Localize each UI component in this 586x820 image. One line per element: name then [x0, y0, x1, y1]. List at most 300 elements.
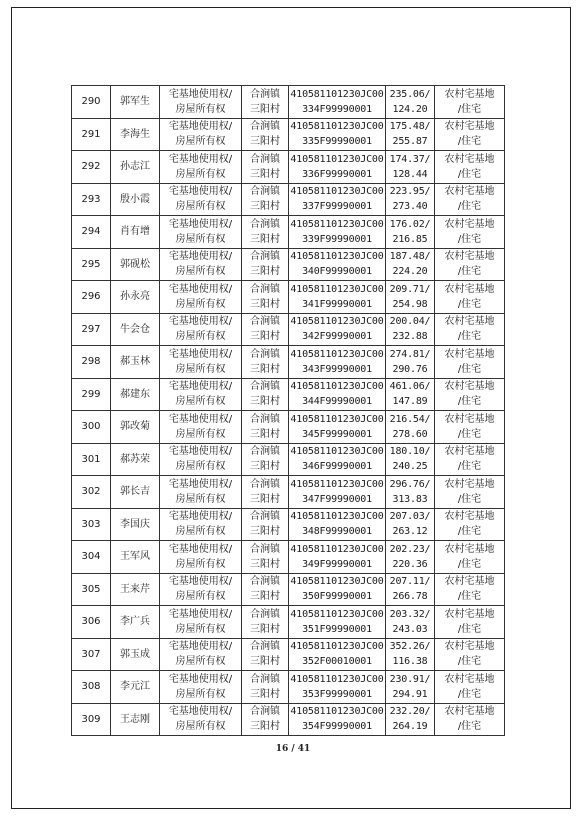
location-cell	[242, 151, 289, 184]
unit-code-text: 410581101230JC00	[290, 121, 384, 133]
unit-code-cell	[289, 411, 386, 444]
location-text: 合涧镇	[250, 316, 280, 328]
record-number-cell	[72, 118, 111, 151]
location-cell	[242, 281, 289, 314]
area-text: 209.71/	[389, 283, 431, 295]
area-text: 235.06/	[389, 88, 431, 100]
right-type-cell	[160, 638, 242, 671]
location-cell	[242, 703, 289, 736]
right-type-cell	[160, 248, 242, 281]
location-text: 合涧镇	[250, 348, 280, 360]
area-text: 254.98	[392, 298, 428, 310]
land-use-text: /住宅	[457, 201, 482, 213]
owner-name-text: 肖有增	[120, 226, 150, 238]
record-number-text: 295	[81, 258, 101, 270]
owner-name-text: 李元江	[120, 681, 150, 693]
unit-code-text: 349F99990001	[302, 558, 372, 570]
land-use-text: 农村宅基地	[444, 121, 495, 133]
right-type-text: 宅基地使用权/	[168, 673, 233, 685]
land-use-text: /住宅	[457, 526, 482, 538]
owner-name-text: 李广兵	[120, 616, 150, 628]
location-text: 三阳村	[250, 428, 280, 440]
land-use-text: 农村宅基地	[444, 446, 495, 458]
unit-code-text: 342F99990001	[302, 331, 372, 343]
land-use-cell	[435, 378, 505, 411]
area-text: 230.91/	[389, 673, 431, 685]
unit-code-text: 410581101230JC00	[290, 251, 384, 263]
land-use-text: 农村宅基地	[444, 673, 495, 685]
table-row	[72, 313, 505, 346]
right-type-text: 宅基地使用权/	[168, 348, 233, 360]
land-use-text: 农村宅基地	[444, 511, 495, 523]
unit-code-text: 336F99990001	[302, 168, 372, 180]
owner-name-cell	[111, 378, 160, 411]
location-text: 合涧镇	[250, 381, 280, 393]
land-use-text: /住宅	[457, 168, 482, 180]
area-cell	[386, 703, 435, 736]
owner-name-text: 牛会仓	[120, 323, 150, 335]
right-type-text: 房屋所有权	[175, 428, 226, 440]
right-type-text: 房屋所有权	[175, 168, 226, 180]
record-number-text: 296	[81, 291, 101, 303]
area-cell	[386, 606, 435, 639]
unit-code-cell	[289, 86, 386, 119]
right-type-text: 宅基地使用权/	[168, 381, 233, 393]
unit-code-text: 410581101230JC00	[290, 153, 384, 165]
owner-name-text: 李国庆	[120, 518, 150, 530]
table-row	[72, 346, 505, 379]
record-number-text: 302	[81, 486, 101, 498]
right-type-cell	[160, 151, 242, 184]
land-use-text: /住宅	[457, 136, 482, 148]
land-use-text: /住宅	[457, 591, 482, 603]
right-type-cell	[160, 411, 242, 444]
owner-name-cell	[111, 248, 160, 281]
unit-code-text: 410581101230JC00	[290, 576, 384, 588]
right-type-cell	[160, 86, 242, 119]
right-type-text: 宅基地使用权/	[168, 706, 233, 718]
location-text: 三阳村	[250, 331, 280, 343]
record-number-cell	[72, 378, 111, 411]
land-use-text: /住宅	[457, 558, 482, 570]
area-text: 243.03	[392, 623, 428, 635]
record-number-cell	[72, 346, 111, 379]
area-cell	[386, 638, 435, 671]
unit-code-cell	[289, 508, 386, 541]
area-cell	[386, 86, 435, 119]
owner-name-text: 郭长吉	[120, 486, 150, 498]
unit-code-text: 340F99990001	[302, 266, 372, 278]
land-use-text: /住宅	[457, 331, 482, 343]
area-text: 207.03/	[389, 511, 431, 523]
owner-name-text: 郝苏荣	[120, 453, 150, 465]
area-cell	[386, 216, 435, 249]
area-text: 176.02/	[389, 218, 431, 230]
owner-name-text: 孙永亮	[120, 291, 150, 303]
unit-code-text: 410581101230JC00	[290, 348, 384, 360]
right-type-text: 宅基地使用权/	[168, 283, 233, 295]
location-cell	[242, 118, 289, 151]
area-cell	[386, 541, 435, 574]
owner-name-text: 王来芹	[120, 583, 150, 595]
record-number-cell	[72, 183, 111, 216]
record-number-cell	[72, 443, 111, 476]
area-cell	[386, 183, 435, 216]
owner-name-cell	[111, 443, 160, 476]
right-type-cell	[160, 508, 242, 541]
owner-name-cell	[111, 508, 160, 541]
location-text: 三阳村	[250, 298, 280, 310]
unit-code-text: 352F00010001	[302, 656, 372, 668]
location-text: 合涧镇	[250, 641, 280, 653]
record-number-cell	[72, 151, 111, 184]
area-text: 216.85	[392, 233, 428, 245]
owner-name-text: 郭砚松	[120, 258, 150, 270]
location-text: 合涧镇	[250, 186, 280, 198]
owner-name-text: 郭玉成	[120, 648, 150, 660]
right-type-cell	[160, 671, 242, 704]
right-type-text: 房屋所有权	[175, 493, 226, 505]
record-number-cell	[72, 281, 111, 314]
right-type-text: 宅基地使用权/	[168, 218, 233, 230]
location-text: 三阳村	[250, 461, 280, 473]
record-number-text: 305	[81, 583, 101, 595]
location-text: 合涧镇	[250, 88, 280, 100]
record-number-cell	[72, 248, 111, 281]
area-cell	[386, 573, 435, 606]
location-text: 合涧镇	[250, 251, 280, 263]
record-number-text: 304	[81, 551, 101, 563]
area-cell	[386, 281, 435, 314]
table-row	[72, 281, 505, 314]
land-use-text: /住宅	[457, 396, 482, 408]
unit-code-text: 410581101230JC00	[290, 381, 384, 393]
unit-code-text: 410581101230JC00	[290, 608, 384, 620]
location-cell	[242, 476, 289, 509]
unit-code-text: 341F99990001	[302, 298, 372, 310]
record-number-cell	[72, 606, 111, 639]
land-use-text: 农村宅基地	[444, 641, 495, 653]
record-number-text: 291	[81, 128, 101, 140]
right-type-text: 房屋所有权	[175, 136, 226, 148]
land-use-text: 农村宅基地	[444, 316, 495, 328]
table-row	[72, 86, 505, 119]
land-use-text: 农村宅基地	[444, 543, 495, 555]
location-text: 三阳村	[250, 493, 280, 505]
right-type-text: 房屋所有权	[175, 298, 226, 310]
unit-code-text: 334F99990001	[302, 103, 372, 115]
record-number-cell	[72, 541, 111, 574]
area-text: 220.36	[392, 558, 428, 570]
location-text: 三阳村	[250, 266, 280, 278]
area-cell	[386, 411, 435, 444]
table-row	[72, 573, 505, 606]
unit-code-cell	[289, 573, 386, 606]
right-type-text: 宅基地使用权/	[168, 543, 233, 555]
area-cell	[386, 378, 435, 411]
owner-name-cell	[111, 671, 160, 704]
table-row	[72, 378, 505, 411]
owner-name-text: 殷小霞	[120, 193, 150, 205]
right-type-cell	[160, 346, 242, 379]
land-use-text: /住宅	[457, 103, 482, 115]
right-type-cell	[160, 313, 242, 346]
land-use-text: /住宅	[457, 298, 482, 310]
land-use-text: /住宅	[457, 493, 482, 505]
table-row	[72, 671, 505, 704]
location-cell	[242, 378, 289, 411]
location-text: 三阳村	[250, 136, 280, 148]
area-text: 124.20	[392, 103, 428, 115]
area-text: 352.26/	[389, 641, 431, 653]
owner-name-text: 王志刚	[120, 713, 150, 725]
right-type-text: 宅基地使用权/	[168, 511, 233, 523]
record-number-cell	[72, 573, 111, 606]
land-use-cell	[435, 443, 505, 476]
owner-name-cell	[111, 86, 160, 119]
right-type-text: 房屋所有权	[175, 688, 226, 700]
area-text: 240.25	[392, 461, 428, 473]
area-cell	[386, 508, 435, 541]
location-text: 合涧镇	[250, 121, 280, 133]
page-number: 16 / 41	[275, 744, 311, 754]
table-row	[72, 411, 505, 444]
unit-code-text: 410581101230JC00	[290, 413, 384, 425]
table-row	[72, 541, 505, 574]
right-type-text: 房屋所有权	[175, 201, 226, 213]
area-cell	[386, 443, 435, 476]
area-text: 187.48/	[389, 251, 431, 263]
land-use-text: /住宅	[457, 656, 482, 668]
unit-code-text: 337F99990001	[302, 201, 372, 213]
location-cell	[242, 313, 289, 346]
owner-name-cell	[111, 573, 160, 606]
unit-code-text: 410581101230JC00	[290, 446, 384, 458]
location-text: 三阳村	[250, 721, 280, 733]
table-row	[72, 443, 505, 476]
unit-code-cell	[289, 151, 386, 184]
land-use-cell	[435, 86, 505, 119]
area-text: 294.91	[392, 688, 428, 700]
land-use-text: 农村宅基地	[444, 348, 495, 360]
land-use-cell	[435, 476, 505, 509]
location-text: 合涧镇	[250, 153, 280, 165]
area-text: 232.88	[392, 331, 428, 343]
record-number-text: 308	[81, 681, 101, 693]
table-row	[72, 508, 505, 541]
location-text: 三阳村	[250, 168, 280, 180]
area-text: 175.48/	[389, 121, 431, 133]
land-use-text: /住宅	[457, 623, 482, 635]
right-type-text: 宅基地使用权/	[168, 413, 233, 425]
right-type-cell	[160, 281, 242, 314]
land-use-cell	[435, 118, 505, 151]
owner-name-cell	[111, 151, 160, 184]
area-text: 207.11/	[389, 576, 431, 588]
unit-code-cell	[289, 443, 386, 476]
record-number-cell	[72, 638, 111, 671]
location-cell	[242, 443, 289, 476]
right-type-text: 房屋所有权	[175, 721, 226, 733]
land-use-cell	[435, 248, 505, 281]
owner-name-cell	[111, 606, 160, 639]
land-use-cell	[435, 606, 505, 639]
location-text: 三阳村	[250, 591, 280, 603]
location-cell	[242, 671, 289, 704]
record-number-text: 290	[81, 96, 101, 108]
unit-code-cell	[289, 671, 386, 704]
location-text: 合涧镇	[250, 218, 280, 230]
right-type-cell	[160, 573, 242, 606]
unit-code-text: 410581101230JC00	[290, 186, 384, 198]
right-type-text: 宅基地使用权/	[168, 641, 233, 653]
unit-code-cell	[289, 281, 386, 314]
right-type-text: 宅基地使用权/	[168, 478, 233, 490]
land-use-text: 农村宅基地	[444, 283, 495, 295]
land-use-text: /住宅	[457, 266, 482, 278]
table-row	[72, 118, 505, 151]
area-text: 174.37/	[389, 153, 431, 165]
owner-name-text: 郭改菊	[120, 421, 150, 433]
unit-code-cell	[289, 248, 386, 281]
land-use-text: 农村宅基地	[444, 88, 495, 100]
right-type-cell	[160, 476, 242, 509]
unit-code-text: 410581101230JC00	[290, 511, 384, 523]
table-row	[72, 216, 505, 249]
land-use-text: 农村宅基地	[444, 381, 495, 393]
record-number-cell	[72, 216, 111, 249]
right-type-cell	[160, 378, 242, 411]
location-text: 三阳村	[250, 396, 280, 408]
record-number-text: 292	[81, 161, 101, 173]
location-cell	[242, 216, 289, 249]
record-number-cell	[72, 508, 111, 541]
owner-name-cell	[111, 411, 160, 444]
area-text: 263.12	[392, 526, 428, 538]
area-cell	[386, 346, 435, 379]
owner-name-cell	[111, 703, 160, 736]
owner-name-cell	[111, 313, 160, 346]
land-use-text: /住宅	[457, 428, 482, 440]
land-use-cell	[435, 151, 505, 184]
area-text: 255.87	[392, 136, 428, 148]
right-type-cell	[160, 216, 242, 249]
right-type-cell	[160, 703, 242, 736]
record-number-cell	[72, 703, 111, 736]
owner-name-text: 郭军生	[120, 96, 150, 108]
unit-code-text: 410581101230JC00	[290, 478, 384, 490]
table-row	[72, 606, 505, 639]
area-cell	[386, 151, 435, 184]
unit-code-text: 344F99990001	[302, 396, 372, 408]
land-use-cell	[435, 508, 505, 541]
table-row	[72, 183, 505, 216]
right-type-text: 宅基地使用权/	[168, 608, 233, 620]
right-type-text: 宅基地使用权/	[168, 121, 233, 133]
record-number-cell	[72, 411, 111, 444]
record-number-cell	[72, 671, 111, 704]
area-text: 128.44	[392, 168, 428, 180]
area-text: 296.76/	[389, 478, 431, 490]
right-type-text: 房屋所有权	[175, 331, 226, 343]
land-use-text: /住宅	[457, 721, 482, 733]
land-use-cell	[435, 183, 505, 216]
record-number-text: 297	[81, 323, 101, 335]
land-use-cell	[435, 313, 505, 346]
area-text: 224.20	[392, 266, 428, 278]
unit-code-cell	[289, 703, 386, 736]
location-text: 合涧镇	[250, 543, 280, 555]
unit-code-cell	[289, 118, 386, 151]
unit-code-text: 410581101230JC00	[290, 283, 384, 295]
land-use-cell	[435, 346, 505, 379]
land-use-text: 农村宅基地	[444, 478, 495, 490]
record-number-text: 307	[81, 648, 101, 660]
area-text: 200.04/	[389, 316, 431, 328]
unit-code-text: 410581101230JC00	[290, 316, 384, 328]
unit-code-cell	[289, 378, 386, 411]
area-text: 116.38	[392, 656, 428, 668]
land-use-text: /住宅	[457, 363, 482, 375]
record-number-cell	[72, 476, 111, 509]
owner-name-cell	[111, 638, 160, 671]
area-text: 273.40	[392, 201, 428, 213]
location-text: 合涧镇	[250, 673, 280, 685]
table-row	[72, 703, 505, 736]
area-text: 313.83	[392, 493, 428, 505]
owner-name-cell	[111, 183, 160, 216]
unit-code-cell	[289, 476, 386, 509]
area-text: 203.32/	[389, 608, 431, 620]
land-use-cell	[435, 216, 505, 249]
unit-code-text: 410581101230JC00	[290, 543, 384, 555]
unit-code-cell	[289, 216, 386, 249]
location-text: 三阳村	[250, 656, 280, 668]
unit-code-text: 410581101230JC00	[290, 673, 384, 685]
owner-name-text: 郝玉林	[120, 356, 150, 368]
unit-code-cell	[289, 606, 386, 639]
location-text: 三阳村	[250, 103, 280, 115]
right-type-text: 宅基地使用权/	[168, 446, 233, 458]
location-cell	[242, 411, 289, 444]
unit-code-text: 354F99990001	[302, 721, 372, 733]
unit-code-text: 335F99990001	[302, 136, 372, 148]
owner-name-cell	[111, 281, 160, 314]
right-type-text: 房屋所有权	[175, 363, 226, 375]
land-use-text: 农村宅基地	[444, 576, 495, 588]
land-use-text: 农村宅基地	[444, 608, 495, 620]
location-cell	[242, 248, 289, 281]
right-type-text: 房屋所有权	[175, 526, 226, 538]
record-number-text: 299	[81, 388, 101, 400]
record-number-text: 309	[81, 713, 101, 725]
right-type-text: 房屋所有权	[175, 558, 226, 570]
location-cell	[242, 541, 289, 574]
right-type-text: 宅基地使用权/	[168, 316, 233, 328]
right-type-text: 宅基地使用权/	[168, 576, 233, 588]
record-number-text: 306	[81, 616, 101, 628]
land-use-text: 农村宅基地	[444, 153, 495, 165]
owner-name-cell	[111, 346, 160, 379]
right-type-cell	[160, 606, 242, 639]
land-use-text: /住宅	[457, 688, 482, 700]
location-text: 合涧镇	[250, 446, 280, 458]
right-type-text: 房屋所有权	[175, 623, 226, 635]
owner-name-cell	[111, 541, 160, 574]
land-use-cell	[435, 638, 505, 671]
unit-code-cell	[289, 183, 386, 216]
land-use-text: /住宅	[457, 233, 482, 245]
